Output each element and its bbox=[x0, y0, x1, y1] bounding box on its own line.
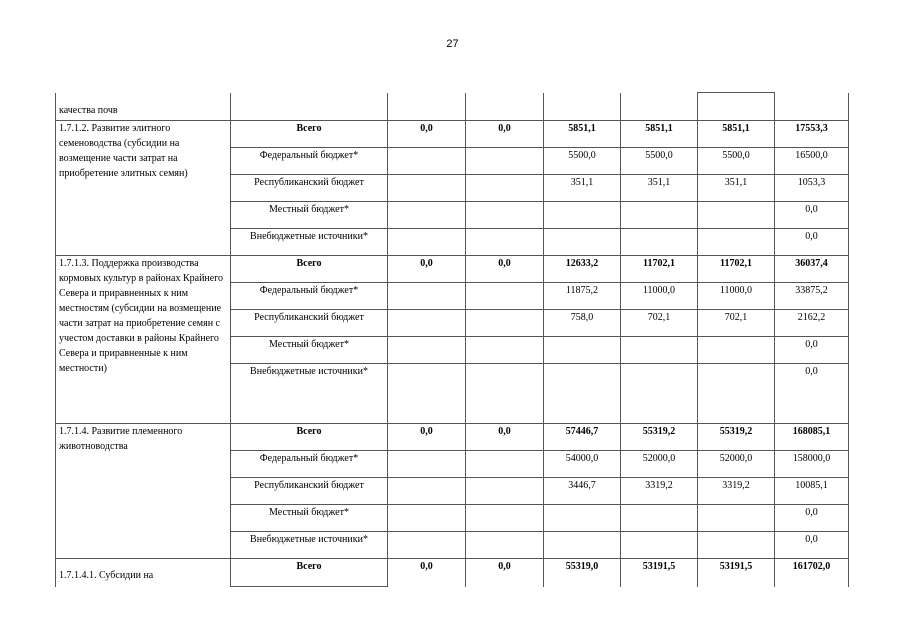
year-value bbox=[698, 505, 775, 532]
year-value: 53191,5 bbox=[698, 559, 775, 587]
funding-source: Федеральный бюджет* bbox=[231, 451, 388, 478]
table-cell bbox=[698, 93, 775, 121]
year-value: 11702,1 bbox=[621, 256, 698, 283]
year-value bbox=[698, 532, 775, 559]
table-cell bbox=[775, 93, 849, 121]
table-cell bbox=[544, 93, 621, 121]
page-number: 27 bbox=[446, 38, 459, 50]
year-value bbox=[388, 532, 466, 559]
year-value bbox=[388, 478, 466, 505]
year-value: 0,0 bbox=[466, 121, 544, 148]
year-value bbox=[544, 364, 621, 424]
table-cell bbox=[231, 93, 388, 121]
total-value: 161702,0 bbox=[775, 559, 849, 587]
year-value bbox=[466, 310, 544, 337]
year-value: 0,0 bbox=[388, 121, 466, 148]
year-value: 702,1 bbox=[621, 310, 698, 337]
year-value bbox=[388, 148, 466, 175]
budget-table-body bbox=[56, 93, 849, 587]
year-value: 0,0 bbox=[388, 256, 466, 283]
total-value: 0,0 bbox=[775, 364, 849, 424]
year-value bbox=[466, 283, 544, 310]
year-value: 5851,1 bbox=[544, 121, 621, 148]
total-value: 1053,3 bbox=[775, 175, 849, 202]
year-value bbox=[466, 451, 544, 478]
year-value bbox=[466, 532, 544, 559]
total-value: 0,0 bbox=[775, 337, 849, 364]
year-value: 758,0 bbox=[544, 310, 621, 337]
year-value bbox=[621, 202, 698, 229]
table-row-carryover bbox=[56, 93, 849, 121]
year-value: 5500,0 bbox=[621, 148, 698, 175]
table-row bbox=[56, 559, 849, 587]
year-value bbox=[621, 364, 698, 424]
year-value bbox=[621, 337, 698, 364]
table-row bbox=[56, 256, 849, 283]
year-value: 0,0 bbox=[388, 424, 466, 451]
total-value: 158000,0 bbox=[775, 451, 849, 478]
budget-table bbox=[55, 92, 849, 587]
funding-source: Внебюджетные источники* bbox=[231, 532, 388, 559]
year-value bbox=[698, 229, 775, 256]
year-value bbox=[466, 175, 544, 202]
year-value bbox=[388, 310, 466, 337]
year-value bbox=[388, 229, 466, 256]
year-value bbox=[544, 505, 621, 532]
year-value: 351,1 bbox=[698, 175, 775, 202]
funding-source: Федеральный бюджет* bbox=[231, 283, 388, 310]
year-value bbox=[621, 505, 698, 532]
total-value: 16500,0 bbox=[775, 148, 849, 175]
year-value: 53191,5 bbox=[621, 559, 698, 587]
total-value: 36037,4 bbox=[775, 256, 849, 283]
year-value: 0,0 bbox=[466, 559, 544, 587]
year-value: 0,0 bbox=[466, 424, 544, 451]
year-value bbox=[621, 229, 698, 256]
year-value bbox=[544, 202, 621, 229]
year-value: 55319,2 bbox=[698, 424, 775, 451]
funding-source: Федеральный бюджет* bbox=[231, 148, 388, 175]
table-cell bbox=[388, 93, 466, 121]
year-value: 702,1 bbox=[698, 310, 775, 337]
total-value: 10085,1 bbox=[775, 478, 849, 505]
year-value bbox=[698, 202, 775, 229]
year-value bbox=[388, 451, 466, 478]
year-value: 351,1 bbox=[544, 175, 621, 202]
funding-source: Республиканский бюджет bbox=[231, 478, 388, 505]
funding-source: Всего bbox=[231, 424, 388, 451]
year-value: 11702,1 bbox=[698, 256, 775, 283]
year-value: 3319,2 bbox=[621, 478, 698, 505]
year-value bbox=[466, 202, 544, 229]
total-value: 0,0 bbox=[775, 229, 849, 256]
year-value: 0,0 bbox=[388, 559, 466, 587]
funding-source: Внебюджетные источники* bbox=[231, 229, 388, 256]
section-description: 1.7.1.3. Поддержка производства кормовых культур в районах Крайнего Севера и приравненных к ним местностям (субсидии на возмещение части затрат на приобретение семян с учестом доставки в районы Крайнего Севера и приравненные к ним местности) bbox=[56, 256, 231, 424]
year-value: 351,1 bbox=[621, 175, 698, 202]
section-description: 1.7.1.2. Развитие элитного семеноводства (субсидии на возмещение части затрат на приобретение элитных семян) bbox=[56, 121, 231, 256]
year-value bbox=[698, 337, 775, 364]
year-value bbox=[544, 229, 621, 256]
funding-source: Республиканский бюджет bbox=[231, 310, 388, 337]
year-value: 52000,0 bbox=[698, 451, 775, 478]
year-value: 11875,2 bbox=[544, 283, 621, 310]
year-value: 5500,0 bbox=[544, 148, 621, 175]
year-value: 0,0 bbox=[466, 256, 544, 283]
table-row bbox=[56, 424, 849, 451]
year-value bbox=[698, 364, 775, 424]
funding-source: Местный бюджет* bbox=[231, 202, 388, 229]
total-value: 168085,1 bbox=[775, 424, 849, 451]
year-value: 54000,0 bbox=[544, 451, 621, 478]
table-cell bbox=[466, 93, 544, 121]
section-description: 1.7.1.4.1. Субсидии на bbox=[56, 559, 231, 587]
total-value: 33875,2 bbox=[775, 283, 849, 310]
year-value: 11000,0 bbox=[698, 283, 775, 310]
funding-source: Местный бюджет* bbox=[231, 337, 388, 364]
funding-source: Всего bbox=[231, 256, 388, 283]
year-value: 5851,1 bbox=[698, 121, 775, 148]
carryover-text: качества почв bbox=[59, 105, 118, 116]
year-value bbox=[388, 505, 466, 532]
year-value bbox=[388, 283, 466, 310]
year-value bbox=[466, 505, 544, 532]
funding-source: Всего bbox=[231, 121, 388, 148]
funding-source: Местный бюджет* bbox=[231, 505, 388, 532]
year-value: 52000,0 bbox=[621, 451, 698, 478]
section-description: 1.7.1.4. Развитие племенного животноводства bbox=[56, 424, 231, 559]
year-value: 12633,2 bbox=[544, 256, 621, 283]
year-value bbox=[466, 148, 544, 175]
total-value: 0,0 bbox=[775, 505, 849, 532]
year-value bbox=[466, 364, 544, 424]
year-value bbox=[466, 478, 544, 505]
year-value bbox=[466, 229, 544, 256]
year-value bbox=[388, 337, 466, 364]
year-value bbox=[388, 364, 466, 424]
table-cell bbox=[621, 93, 698, 121]
year-value bbox=[388, 175, 466, 202]
funding-source: Республиканский бюджет bbox=[231, 175, 388, 202]
total-value: 2162,2 bbox=[775, 310, 849, 337]
year-value bbox=[621, 532, 698, 559]
year-value bbox=[388, 202, 466, 229]
total-value: 0,0 bbox=[775, 202, 849, 229]
year-value: 11000,0 bbox=[621, 283, 698, 310]
year-value: 55319,0 bbox=[544, 559, 621, 587]
year-value: 3446,7 bbox=[544, 478, 621, 505]
year-value: 57446,7 bbox=[544, 424, 621, 451]
total-value: 0,0 bbox=[775, 532, 849, 559]
year-value bbox=[466, 337, 544, 364]
year-value bbox=[544, 337, 621, 364]
carryover-description bbox=[56, 93, 231, 121]
funding-source: Внебюджетные источники* bbox=[231, 364, 388, 424]
table-row bbox=[56, 121, 849, 148]
year-value bbox=[544, 532, 621, 559]
year-value: 5851,1 bbox=[621, 121, 698, 148]
year-value: 3319,2 bbox=[698, 478, 775, 505]
total-value: 17553,3 bbox=[775, 121, 849, 148]
year-value: 5500,0 bbox=[698, 148, 775, 175]
year-value: 55319,2 bbox=[621, 424, 698, 451]
funding-source: Всего bbox=[231, 559, 388, 587]
